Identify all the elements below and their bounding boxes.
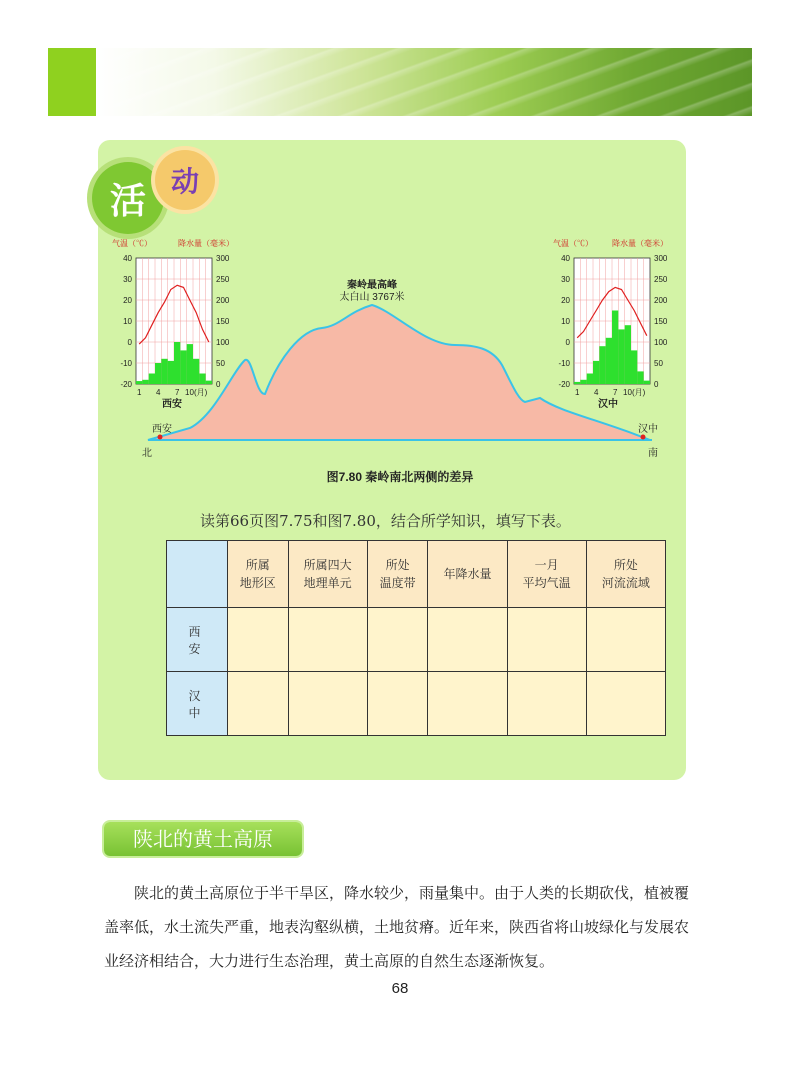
precip-bar [580, 380, 586, 384]
xian-precip-axis-title: 降水量（毫米） [178, 239, 234, 248]
precip-bar [155, 363, 161, 384]
hanzhong-temp-axis-title: 气温（℃） [553, 239, 593, 248]
table-input-cell[interactable] [367, 608, 428, 672]
precip-tick-label: 100 [654, 338, 668, 347]
month-tick-label: 1 [574, 388, 580, 397]
hanzhong-chart-city-label: 汉中 [598, 399, 618, 410]
table-input-cell[interactable] [428, 608, 507, 672]
month-tick-label: 4 [155, 388, 161, 397]
header-landform-region: 所属 地形区 [228, 541, 289, 608]
xian-temp-axis-title: 气温（℃） [112, 239, 152, 248]
header-annual-precipitation: 年降水量 [428, 541, 507, 608]
south-label: 南 [648, 448, 658, 459]
header-geographic-unit: 所属四大 地理单元 [288, 541, 367, 608]
header-january-temperature: 一月 平均气温 [507, 541, 586, 608]
header-river-basin: 所处 河流流域 [586, 541, 665, 608]
precip-bar [599, 346, 605, 384]
temp-tick-label: 0 [565, 338, 570, 347]
activity-badge-gear-dong: 动 [155, 150, 215, 210]
precip-tick-label: 200 [216, 296, 230, 305]
temp-tick-label: -10 [120, 359, 132, 368]
temp-tick-label: 20 [123, 296, 132, 305]
table-input-cell[interactable] [507, 672, 586, 736]
precip-bar [574, 382, 580, 384]
precip-bar [593, 361, 599, 384]
precip-tick-label: 150 [216, 317, 230, 326]
precip-bar [618, 329, 624, 384]
table-input-cell[interactable] [586, 608, 665, 672]
precip-tick-label: 300 [216, 254, 230, 263]
precip-tick-label: 0 [216, 380, 221, 389]
precip-bar [168, 361, 174, 384]
table-input-cell[interactable] [586, 672, 665, 736]
month-tick-label: 7 [612, 388, 618, 397]
precip-bar [206, 381, 212, 384]
hanzhong-precip-axis-title: 降水量（毫米） [612, 239, 668, 248]
fill-in-table [166, 540, 666, 736]
profile-hanzhong-label: 汉中 [638, 424, 658, 435]
month-tick-label: 4 [593, 388, 599, 397]
temp-tick-label: 30 [123, 275, 132, 284]
temp-tick-label: -20 [558, 380, 570, 389]
temp-tick-label: 40 [561, 254, 570, 263]
precip-bar [199, 374, 205, 385]
north-label: 北 [142, 448, 152, 459]
table-input-cell[interactable] [228, 608, 289, 672]
climate-chart-hanzhong [553, 238, 668, 410]
precip-bar [606, 338, 612, 384]
precip-bar [193, 359, 199, 384]
page-number: 68 [391, 980, 409, 997]
activity-badge-gear-huo: 活 [92, 162, 164, 234]
precip-tick-label: 200 [654, 296, 668, 305]
table-row [167, 608, 666, 672]
temp-tick-label: 0 [127, 338, 132, 347]
month-tick-label: 10(月) [185, 388, 208, 397]
temp-tick-label: 10 [561, 317, 570, 326]
figure-caption: 图7.80 秦岭南北两侧的差异 [326, 470, 474, 484]
precip-bar [631, 350, 637, 384]
temp-tick-label: 20 [561, 296, 570, 305]
precip-tick-label: 250 [216, 275, 230, 284]
profile-xian-label: 西安 [152, 424, 172, 435]
precip-tick-label: 0 [654, 380, 659, 389]
peak-label: 秦岭最高峰 [347, 280, 397, 291]
precip-tick-label: 250 [654, 275, 668, 284]
precip-tick-label: 100 [216, 338, 230, 347]
table-header-row [167, 541, 666, 608]
table-corner-cell [167, 541, 228, 608]
table-row [167, 672, 666, 736]
month-tick-label: 10(月) [623, 388, 646, 397]
precip-bar [180, 350, 186, 384]
table-input-cell[interactable] [288, 608, 367, 672]
temp-tick-label: -20 [120, 380, 132, 389]
section-paragraph: 陕北的黄土高原位于半干旱区，降水较少，雨量集中。由于人类的长期砍伐，植被覆盖率低，水土流失严重，地表沟壑纵横，土地贫瘠。近年来，陕西省将山坡绿化与发展农业经济相结合，大力进行生态治理，黄土高原的自然生态逐渐恢复。 [104, 884, 690, 970]
precip-bar [136, 381, 142, 384]
row-label-xian: 西安 [167, 608, 228, 672]
month-tick-label: 1 [136, 388, 142, 397]
table-input-cell[interactable] [507, 608, 586, 672]
precip-bar [637, 371, 643, 384]
climate-chart-xian [112, 238, 234, 410]
header-temperature-zone: 所处 温度带 [367, 541, 428, 608]
precip-bar [161, 359, 167, 384]
precip-tick-label: 300 [654, 254, 668, 263]
precip-bar [625, 325, 631, 384]
temp-tick-label: 10 [123, 317, 132, 326]
section-title: 陕北的黄土高原 [104, 822, 302, 856]
peak-sublabel: 太白山 3767米 [339, 292, 405, 303]
precip-bar [587, 374, 593, 385]
precip-bar [612, 311, 618, 385]
row-label-hanzhong: 汉中 [167, 672, 228, 736]
qinling-profile-figure [0, 0, 800, 470]
precip-tick-label: 50 [216, 359, 225, 368]
precip-bar [187, 344, 193, 384]
table-input-cell[interactable] [428, 672, 507, 736]
temp-tick-label: 30 [561, 275, 570, 284]
precip-bar [142, 380, 148, 384]
precip-bar [174, 342, 180, 384]
hanzhong-location-dot [641, 435, 646, 440]
month-tick-label: 7 [174, 388, 180, 397]
temp-tick-label: 40 [123, 254, 132, 263]
precip-bar [644, 381, 650, 384]
precip-tick-label: 50 [654, 359, 663, 368]
instruction-text: 读第66页图7.75和图7.80，结合所学知识，填写下表。 [200, 512, 571, 530]
xian-location-dot [158, 435, 163, 440]
temp-tick-label: -10 [558, 359, 570, 368]
table-input-cell[interactable] [228, 672, 289, 736]
precip-tick-label: 150 [654, 317, 668, 326]
table-input-cell[interactable] [288, 672, 367, 736]
xian-chart-city-label: 西安 [162, 399, 182, 410]
table-input-cell[interactable] [367, 672, 428, 736]
precip-bar [149, 374, 155, 385]
